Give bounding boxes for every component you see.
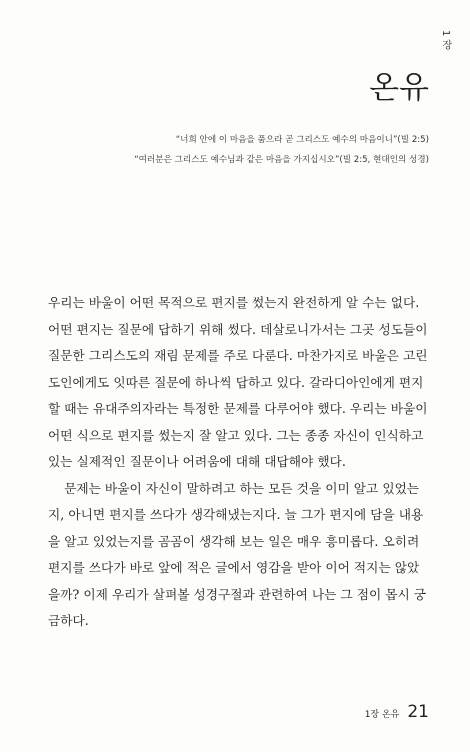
epigraph <box>69 130 429 170</box>
body-line: 우리는 바울이 어떤 목적으로 편지를 썼는지 완전하게 알 수는 없다. <box>48 295 420 310</box>
chapter-title: 온유 <box>369 70 429 106</box>
body-line: 금하다. <box>48 613 89 628</box>
body-line: 질문한 그리스도의 재림 문제를 주로 다룬다. 마찬가지로 바울은 고린 <box>48 348 428 363</box>
body-line: 어떤 편지는 질문에 답하기 위해 썼다. 데살로니가서는 그곳 성도들이 <box>48 321 428 337</box>
page-number: 21 <box>407 702 429 722</box>
running-footer-chapter: 1장 온유 <box>364 710 400 720</box>
epigraph-line: “너희 안에 이 마음을 품으라 곧 그리스도 예수의 마음이니”(빌 2:5) <box>175 135 429 145</box>
body-line: 어떤 식으로 편지를 썼는지 잘 알고 있다. 그는 종종 자신이 인식하고 <box>48 427 424 443</box>
chapter-label <box>436 30 452 50</box>
body-text <box>48 290 426 635</box>
body-line: 을 알고 있었는지를 곰곰이 생각해 보는 일은 매우 흥미롭다. 오히려 <box>48 533 420 549</box>
chapter-word: 장 <box>440 39 451 50</box>
chapter-number: 1 <box>440 30 451 37</box>
body-line: 문제는 바울이 자신이 말하려고 하는 모든 것을 이미 알고 있었는 <box>48 480 420 496</box>
body-line: 도인에게도 잇따른 질문에 하나씩 답하고 있다. 갈라디아인에게 편지 <box>48 374 424 390</box>
body-line: 을까? 이제 우리가 살펴볼 성경구절과 관련하여 나는 그 점이 몹시 궁 <box>48 586 427 602</box>
body-line: 있는 실제적인 질문이나 어려움에 대해 대답해야 했다. <box>48 454 346 469</box>
page-footer <box>365 702 429 722</box>
epigraph-line: “여러분은 그리스도 예수님과 같은 마음을 가지십시오”(빌 2:5, 현대인의 성경) <box>134 155 429 165</box>
body-line: 편지를 쓰다가 바로 앞에 적은 글에서 영감을 받아 이어 적지는 않았 <box>48 560 420 575</box>
body-line: 할 때는 유대주의자라는 특정한 문제를 다루어야 했다. 우리는 바울이 <box>48 401 428 416</box>
body-line: 지, 아니면 편지를 쓰다가 생각해냈는지다. 늘 그가 편지에 담을 내용 <box>48 507 424 522</box>
